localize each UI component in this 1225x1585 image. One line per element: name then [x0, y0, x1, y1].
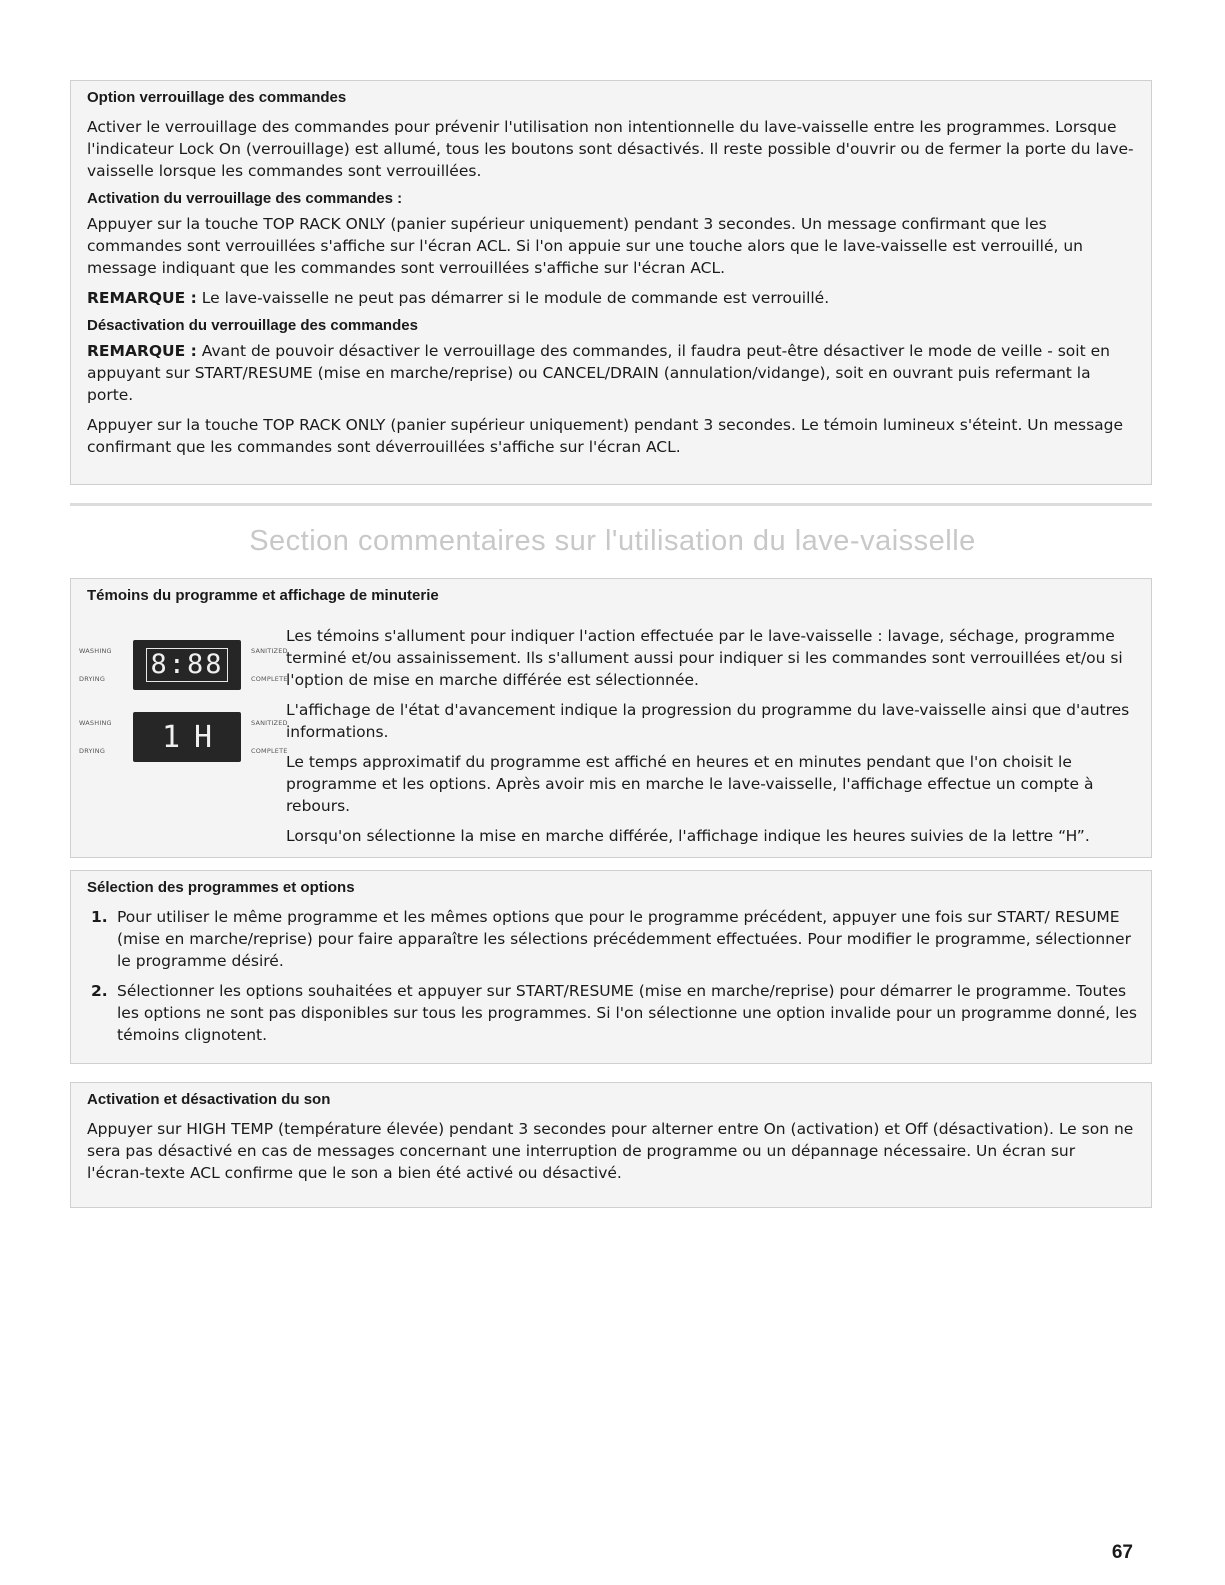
washing-indicator: WASHING [79, 647, 112, 655]
lock-note-2 [87, 340, 1137, 406]
lock-note-1 [87, 287, 1137, 309]
sanitized-indicator: SANITIZED [251, 647, 288, 655]
lock-activation-text: Appuyer sur la touche TOP RACK ONLY (panier supérieur uniquement) pendant 3 secondes. Un message confirmant que les commandes sont verrouillées s'affiche sur l'écran ACL. Si l'on appuie sur une touche alors que le lave-vaisselle est verrouillé, un message indiquant que les commandes sont verrouillées s'affiche sur l'écran ACL. [87, 215, 1084, 277]
lock-option-box [70, 80, 1152, 485]
indicators-title: Témoins du programme et affichage de minuterie [87, 587, 439, 604]
list-item [87, 980, 1137, 1046]
section-divider [70, 503, 1152, 506]
timer-screen [133, 712, 241, 762]
indicators-text [286, 625, 1138, 855]
complete-indicator: COMPLETE [251, 675, 288, 683]
page-number: 67 [1111, 1542, 1133, 1563]
list-text: Sélectionner les options souhaitées et appuyer sur START/RESUME (mise en marche/reprise) pour démarrer le programme. Toutes les options ne sont pas disponibles sur tous les programmes. Si l'on sélectionne une option invalide pour un programme donné, les témoins clignotent. [117, 982, 1138, 1044]
list-item [87, 906, 1137, 972]
indicators-p2: L'affichage de l'état d'avancement indique la progression du programme du lave-vaisselle ainsi que d'autres informations. [286, 701, 1130, 741]
sound-box [70, 1082, 1152, 1208]
note-text: Avant de pouvoir désactiver le verrouillage des commandes, il faudra peut-être désactiver le mode de veille - soit en appuyant sur START/RESUME (mise en marche/reprise) ou CANCEL/DRAIN (annulation/vidange), soit en ouvrant puis refermant la porte. [87, 342, 1110, 404]
list-text: Pour utiliser le même programme et les mêmes options que pour le programme précédent, appuyer une fois sur START/ RESUME (mise en marche/reprise) pour faire apparaître les sélections précédemment effectuées. Pour modifier le programme, sélectionner le programme désiré. [117, 908, 1131, 970]
sound-title: Activation et désactivation du son [87, 1091, 331, 1108]
drying-indicator: DRYING [79, 747, 106, 755]
control-panel-display-2 [79, 709, 319, 765]
indicators-p1: Les témoins s'allument pour indiquer l'action effectuée par le lave-vaisselle : lavage, séchage, programme terminé et/ou assainissement. Ils s'allument aussi pour indiquer si les commandes sont verrouillées et/ou si l'option de mise en marche différée est sélectionnée. [286, 627, 1123, 689]
selection-title: Sélection des programmes et options [87, 879, 355, 896]
indicators-box [70, 578, 1152, 858]
lock-deactivation-text: Appuyer sur la touche TOP RACK ONLY (panier supérieur uniquement) pendant 3 secondes. Le témoin lumineux s'éteint. Un message confirmant que les commandes sont déverrouillées s'affiche sur l'écran ACL. [87, 416, 1124, 456]
timer-digits: 8:88 [146, 648, 227, 682]
washing-indicator: WASHING [79, 719, 112, 727]
note-label: REMARQUE : [87, 342, 197, 360]
note-text: Le lave-vaisselle ne peut pas démarrer si le module de commande est verrouillé. [196, 289, 830, 307]
timer-digits: 1H [161, 719, 227, 755]
lock-option-title: Option verrouillage des commandes [87, 89, 347, 106]
note-label: REMARQUE : [87, 289, 197, 307]
list-number: 2. [91, 982, 108, 1000]
lock-option-intro: Activer le verrouillage des commandes pour prévenir l'utilisation non intentionnelle du lave-vaisselle entre les programmes. Lorsque l'indicateur Lock On (verrouillage) est allumé, tous les boutons sont désactivés. Il reste possible d'ouvrir ou de fermer la porte du lave-vaisselle lorsque les commandes sont verrouillées. [87, 118, 1134, 180]
sanitized-indicator: SANITIZED [251, 719, 288, 727]
indicators-p4: Lorsqu'on sélectionne la mise en marche différée, l'affichage indique les heures suivies de la lettre “H”. [286, 827, 1090, 845]
list-number: 1. [91, 908, 108, 926]
lock-activation-title: Activation du verrouillage des commandes : [87, 190, 403, 207]
lock-deactivation-title: Désactivation du verrouillage des commandes [87, 317, 418, 334]
control-panel-display-1 [79, 637, 319, 693]
timer-screen [133, 640, 241, 690]
complete-indicator: COMPLETE [251, 747, 288, 755]
section-heading: Section commentaires sur l'utilisation du lave-vaisselle [249, 525, 976, 557]
sound-text: Appuyer sur HIGH TEMP (température élevée) pendant 3 secondes pour alterner entre On (activation) et Off (désactivation). Le son ne sera pas désactivé en cas de messages concernant une interruption de programme ou un dépannage nécessaire. Un écran sur l'écran-texte ACL confirme que le son a bien été activé ou désactivé. [87, 1120, 1134, 1182]
selection-list [87, 906, 1137, 1046]
indicators-p3: Le temps approximatif du programme est affiché en heures et en minutes pendant que l'on choisit le programme et les options. Après avoir mis en marche le lave-vaisselle, l'affichage effectue un compte à rebours. [286, 753, 1094, 815]
drying-indicator: DRYING [79, 675, 106, 683]
selection-box [70, 870, 1152, 1064]
